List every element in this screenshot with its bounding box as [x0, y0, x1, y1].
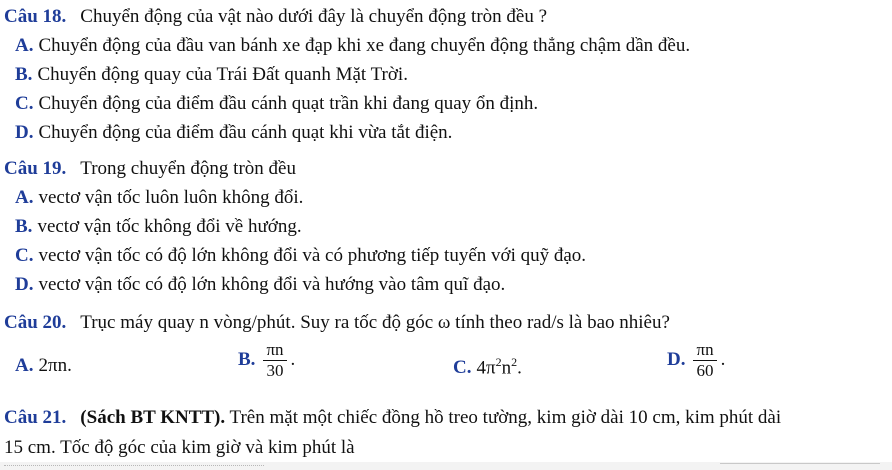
question-text: Trên mặt một chiếc đồng hồ treo tường, kim giờ dài 10 cm, kim phút dài [229, 407, 782, 428]
question-number: Câu 18. [4, 6, 67, 27]
fraction-numerator: πn [693, 340, 716, 361]
option-text: 2πn. [38, 355, 72, 376]
cropped-text-fragment [720, 463, 880, 468]
q20-option-b [238, 340, 295, 381]
question-text: Trục máy quay n vòng/phút. Suy ra tốc độ góc ω tính theo rad/s là bao nhiêu? [80, 312, 670, 333]
option-text: vectơ vận tốc không đổi về hướng. [37, 216, 302, 237]
question-19 [4, 158, 296, 180]
q19-option-b [15, 216, 302, 238]
q20-option-c [453, 355, 522, 379]
exponent: 2 [495, 355, 502, 369]
q19-option-d [15, 274, 505, 296]
option-letter: C. [453, 357, 472, 379]
option-suffix: . [290, 348, 296, 370]
q18-option-d [15, 122, 452, 144]
question-18 [4, 6, 547, 28]
q19-option-a [15, 187, 303, 209]
option-suffix: . [720, 348, 726, 370]
option-letter: D. [15, 122, 34, 143]
option-letter: D. [15, 274, 34, 295]
q18-option-b [15, 64, 408, 86]
option-letter: C. [15, 245, 34, 266]
option-text-mid: n [501, 357, 512, 379]
option-text: Chuyển động của điểm đầu cánh quạt khi vừa tắt điện. [38, 122, 453, 143]
cropped-text-fragment [4, 465, 264, 468]
fraction-numerator: πn [263, 340, 286, 361]
option-text: vectơ vận tốc có độ lớn không đổi và hướng vào tâm quĩ đạo. [38, 274, 506, 295]
fraction [693, 340, 716, 381]
question-number: Câu 21. [4, 407, 67, 428]
option-letter: A. [15, 355, 34, 376]
option-letter: A. [15, 35, 34, 56]
question-21-continuation: 15 cm. Tốc độ góc của kim giờ và kim phút là [4, 437, 355, 458]
question-20 [4, 312, 670, 334]
option-letter: D. [667, 348, 686, 370]
option-letter: C. [15, 93, 34, 114]
exponent: 2 [511, 355, 518, 369]
fraction-denominator: 30 [266, 361, 284, 380]
q18-option-a [15, 35, 690, 57]
cropped-bottom-edge [0, 462, 892, 470]
option-text-base: 4π [476, 357, 496, 379]
option-letter: A. [15, 187, 34, 208]
q20-option-d [667, 340, 725, 381]
option-suffix: . [517, 357, 522, 379]
q18-option-c [15, 93, 538, 115]
fraction-denominator: 60 [696, 361, 714, 380]
option-text: vectơ vận tốc có độ lớn không đổi và có phương tiếp tuyến với quỹ đạo. [38, 245, 587, 266]
question-21 [4, 407, 781, 429]
option-text: Chuyển động của điểm đầu cánh quạt trần khi đang quay ổn định. [38, 93, 539, 114]
option-text: vectơ vận tốc luôn luôn không đổi. [38, 187, 304, 208]
question-source: (Sách BT KNTT). [80, 407, 226, 428]
option-letter: B. [15, 216, 33, 237]
question-number: Câu 20. [4, 312, 67, 333]
question-text: Chuyển động của vật nào dưới đây là chuyển động tròn đều ? [80, 6, 548, 27]
option-text: Chuyển động quay của Trái Đất quanh Mặt Trời. [37, 64, 408, 85]
question-number: Câu 19. [4, 158, 67, 179]
option-letter: B. [15, 64, 33, 85]
fraction [263, 340, 286, 381]
question-text: Trong chuyển động tròn đều [80, 158, 296, 179]
q20-option-a [15, 355, 72, 377]
option-text: Chuyển động của đầu van bánh xe đạp khi xe đang chuyển động thẳng chậm dần đều. [38, 35, 691, 56]
q19-option-c [15, 245, 586, 267]
option-letter: B. [238, 348, 256, 370]
